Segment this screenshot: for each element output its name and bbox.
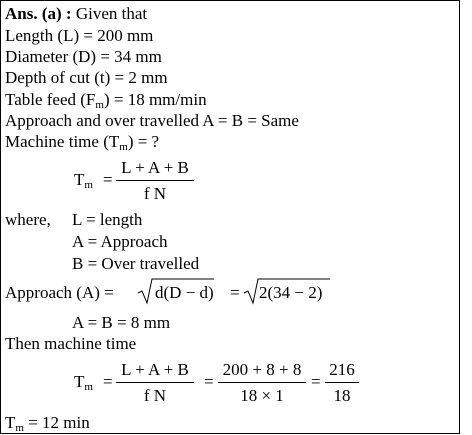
- table-feed-value: ) = 18 mm/min: [103, 90, 207, 109]
- table-feed-subscript: m: [95, 99, 104, 111]
- sqrt-equals: =: [230, 283, 240, 302]
- final-value: = 12 min: [23, 413, 90, 432]
- length-line: Length (L) = 200 mm: [5, 26, 154, 45]
- formula2-equals-2: =: [204, 372, 214, 391]
- diameter-line: Diameter (D) = 34 mm: [5, 47, 162, 66]
- formula1-T: T: [74, 170, 85, 189]
- formula1-sub: m: [84, 179, 93, 191]
- formula1-lhs: [74, 170, 93, 190]
- final-T: T: [5, 413, 16, 432]
- answer-heading: [5, 4, 147, 24]
- formula2-denominator-3: 18: [333, 386, 351, 405]
- depth-line: Depth of cut (t) = 2 mm: [5, 68, 168, 87]
- formula2-equals-1: =: [103, 372, 113, 391]
- formula2-numerator-2: 200 + 8 + 8: [222, 360, 302, 379]
- where-label: where,: [5, 210, 51, 229]
- formula1-denominator: f N: [143, 184, 167, 203]
- approach-calc-label: Approach (A) =: [5, 283, 114, 302]
- formula2-denominator-2: 18 × 1: [240, 386, 284, 405]
- definition-A: A = Approach: [72, 232, 168, 251]
- approach-same-line: Approach and over travelled A = B = Same: [5, 111, 299, 130]
- formula2-bar-3: [325, 382, 359, 383]
- machine-time-question: [5, 132, 159, 152]
- final-answer: [5, 413, 90, 433]
- formula2-bar-2: [218, 382, 306, 383]
- final-subscript: m: [15, 422, 24, 434]
- formula2-sub: m: [84, 381, 93, 393]
- table-feed-line: [5, 90, 207, 110]
- formula2-numerator-3: 216: [329, 360, 355, 379]
- formula1-numerator: L + A + B: [121, 158, 189, 177]
- definition-L: L = length: [72, 210, 143, 229]
- sqrt-radicand-2: 2(34 − 2): [259, 283, 323, 302]
- then-machine-time: Then machine time: [5, 334, 137, 353]
- formula2-bar-1: [116, 382, 194, 383]
- formula2-lhs: [74, 372, 93, 392]
- formula2-equals-3: =: [311, 372, 321, 391]
- formula2-denominator-1: f N: [143, 386, 167, 405]
- sqrt-radicand-1: d(D − d): [155, 283, 214, 302]
- given-that: Given that: [71, 4, 148, 23]
- formula1-fraction-bar: [116, 180, 194, 181]
- formula1-equals: =: [103, 170, 113, 189]
- machine-time-text: Machine time (T: [5, 132, 120, 151]
- definition-B: B = Over travelled: [72, 254, 200, 273]
- formula2-numerator-1: L + A + B: [121, 360, 189, 379]
- machine-time-subscript: m: [119, 141, 128, 153]
- answer-label: Ans. (a) :: [5, 4, 72, 23]
- table-feed-text: Table feed (F: [5, 90, 96, 109]
- machine-time-unknown: ) = ?: [127, 132, 160, 151]
- ab-result-line: A = B = 8 mm: [72, 313, 171, 332]
- formula2-T: T: [74, 372, 85, 391]
